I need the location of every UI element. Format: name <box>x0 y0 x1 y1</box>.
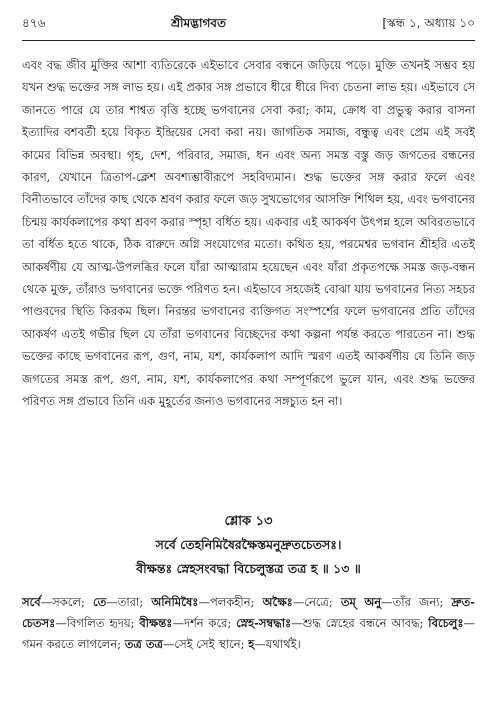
synonym-term: হ <box>248 637 255 651</box>
synonym-term: সর্বে <box>22 595 41 609</box>
synonym-meaning: পলকহীন; <box>209 595 263 609</box>
synonym-term: তে <box>92 595 107 609</box>
synonym-term: দ্রুত-চেতসঃ <box>22 595 476 630</box>
synonym-term: বীক্ষন্তঃ <box>139 616 173 630</box>
page-header <box>22 14 475 36</box>
synonym-meaning: গমন করতে লাগলেন; <box>22 637 125 651</box>
synonym-meaning: সকলে; <box>52 595 93 609</box>
synonym-term: বিচেলুঃ <box>428 616 464 630</box>
header-rule <box>22 40 475 41</box>
synonym-meaning: তারা; <box>117 595 152 609</box>
synonym-term: তত্র তত্র <box>124 637 163 651</box>
synonym-term: তম্ অনু <box>340 595 382 609</box>
section-reference: [স্কন্ধ ১, অধ্যায় ১০ <box>382 16 475 30</box>
synonym-term: স্নেহ-সম্বদ্ধাঃ <box>236 616 292 630</box>
synonym-meaning: দর্শন করে; <box>183 616 237 630</box>
purport-paragraph: এবং বদ্ধ জীব মুক্তির আশা ব্যতিরেকে এইভাবে সেবার বন্ধনে জড়িয়ে পড়ে। মুক্তি তখনই সম্ভব হয় যখন শুদ্ধ ভক্তের সঙ্গ লাভ হয়। এই প্রকার সঙ্গ প্রভাবে ধীরে ধীরে দিব্য চেতনা লাভ হয়। এইভাবে সে জানতে পারে যে তার শাশ্বত বৃত্তি হচ্ছে ভগবানের সেবা করা; কাম, ক্রোধ বা প্রভুত্ব করার বাসনা ইত্যাদির বশবর্তী হয়ে বিকৃত ইন্দ্রিয়ের সেবা করা নয়। জাগতিক সমাজ, বন্ধুত্ব এবং প্রেম এই সবই কামের বিভিন্ন অবস্থা। গৃহ, দেশ, পরিবার, সমাজ, ধন এবং অন্য সমস্ত বস্তু জড় জগতের বন্ধনের কারণ, যেখানে ত্রিতাপ-ক্লেশ অবশ্যম্ভাবীরূপে সহবিদ্যমান। শুদ্ধ ভক্তের সঙ্গ করার ফলে এবং বিনীতভাবে তাঁদের কাছ থেকে শ্রবণ করার ফলে জড় সুখভোগের আসক্তি শিথিল হয়, এবং ভগবানের চিন্ময় কার্যকলাপের কথা শ্রবণ করার স্পৃহা বর্ধিত হয়। একবার এই আকর্ষণ উৎপন্ন হলে অবিরতভাবে তা বর্ধিত হতে থাকে, ঠিক বারুদে অগ্নি সংযোগের মতো। কথিত হয়, পরমেশ্বর ভগবান শ্রীহরি এতই আকর্ষণীয় যে আত্ম-উপলব্ধির ফলে যাঁরা আত্মারাম হয়েছেন এবং যাঁরা প্রকৃতপক্ষে সমস্ত জড়-বন্ধন থেকে মুক্ত, তাঁরাও ভগবানের ভক্তে পরিণত হন। এইভাবে সহজেই বোঝা যায় ভগবানের নিত্য সহচর পাণ্ডবদের স্থিতি কিরকম ছিল। নিরন্তর ভগবানের ব্যক্তিগত সংস্পর্শের ফলে ভগবানের প্রতি তাঁদের আকর্ষণ এতই গভীর ছিল যে তাঁরা ভগবানের বিচ্ছেদের কথা কল্পনা পর্যন্ত করতে পারতেন না। শুদ্ধ ভক্তের কাছে ভগবানের রূপ, গুণ, নাম, যশ, কার্যকলাপ আদি স্মরণ এতই আকর্ষণীয় যে তিনি জড় জগতের সমস্ত রূপ, গুণ, নাম, যশ, কার্যকলাপের কথা সম্পূর্ণরূপে ভুলে যান, এবং শুদ্ধ ভক্তের পরিণত সঙ্গ প্রভাবে তিনি এক মুহূর্তের জন্যও ভগবানের সঙ্গচ্যুত হন না। <box>22 58 475 409</box>
synonym-meaning: যথার্থই। <box>265 637 301 651</box>
page-number: ৪৭৬ <box>22 16 46 30</box>
verse-line-1: সর্বে তেহনিমিষৈরক্ষৈস্তমনুদ্রুতচেতসঃ। <box>155 537 342 552</box>
verse-heading: শ্লোক ১৩ <box>224 514 273 529</box>
synonym-meaning: তাঁর জন্য; <box>392 595 452 609</box>
synonym-term: অক্ষৈঃ <box>262 595 293 609</box>
book-title: শ্রীমদ্ভাগবত <box>170 16 226 30</box>
synonym-meaning: সেই সেই স্থানে; <box>174 637 249 651</box>
synonym-meaning: নেত্রে; <box>304 595 341 609</box>
synonym-meaning: বিগলিত হৃদয়; <box>66 616 140 630</box>
word-synonyms: সর্বে—সকলে; তে—তারা; অনিমিষৈঃ—পলকহীন; অক্ষৈঃ—নেত্রে; তম্ অনু—তাঁর জন্য; দ্রুত-চেতসঃ—বিগলিত হৃদয়; বীক্ষন্তঃ—দর্শন করে; স্নেহ-সম্বদ্ধাঃ—শুদ্ধ স্নেহের বন্ধনে আবদ্ধ; বিচেলুঃ—গমন করতে লাগলেন; তত্র তত্র—সেই সেই স্থানে; হ—যথার্থই। <box>22 595 476 651</box>
synonym-meaning: শুদ্ধ স্নেহের বন্ধনে আবদ্ধ; <box>302 616 429 630</box>
verse-line-2: বীক্ষন্তঃ স্নেহসংবদ্ধা বিচেলুস্তত্র তত্র হ ॥ ১৩ ॥ <box>136 561 361 576</box>
synonym-term: অনিমিষৈঃ <box>151 595 199 609</box>
